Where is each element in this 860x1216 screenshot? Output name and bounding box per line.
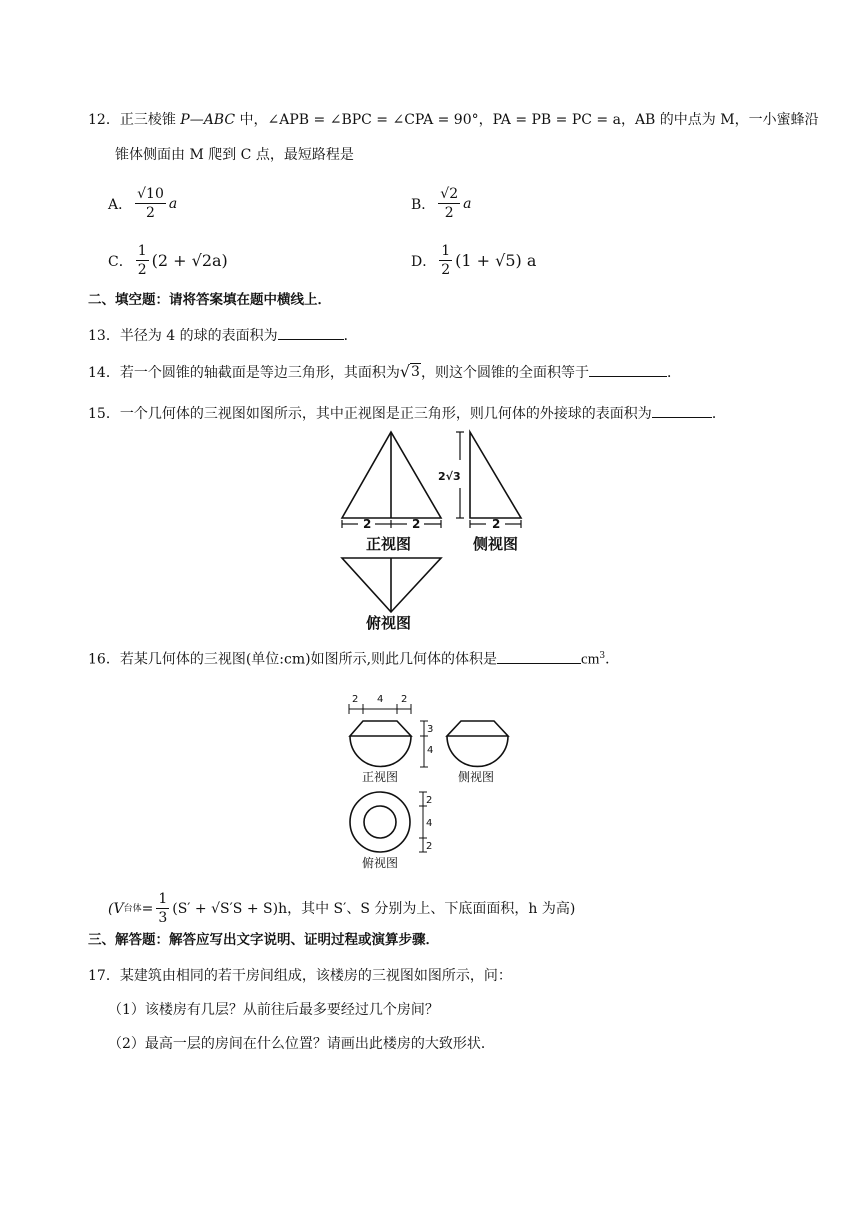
figure-15-three-views xyxy=(330,428,530,633)
figure-16-three-views xyxy=(340,690,525,870)
side-view-label: 侧视图 xyxy=(458,770,495,784)
answer-blank xyxy=(589,362,667,377)
front-view-hemisphere xyxy=(350,736,411,766)
q13: 13．半径为 4 的球的表面积为 ． xyxy=(88,325,358,346)
side-view-hemisphere xyxy=(447,736,508,766)
fraction: $\frac{√10}{2}$ xyxy=(137,186,164,221)
option-a: A． $\frac{√10}{2}$ a xyxy=(108,186,178,221)
sqrt-expression: √ 3 xyxy=(399,362,420,381)
top-view-inner-circle xyxy=(364,806,396,838)
dimension-label: 4 xyxy=(377,694,384,705)
q15: 15．一个几何体的三视图如图所示，其中正视图是正三角形，则几何体的外接球的表面积为 ． xyxy=(88,403,726,424)
section-heading-answer: 三、解答题：解答应写出文字说明、证明过程或演算步骤． xyxy=(88,932,439,948)
frustum-volume-formula: (V 台体 = $\frac{1}{3}$ (S′ + √S′S + S)h，其中 S′、S 分别为上、下底面面积，h 为高) xyxy=(108,891,576,926)
front-view-label: 正视图 xyxy=(362,770,399,784)
q12-line2: 锥体侧面由 M 爬到 C 点，最短路程是 xyxy=(115,147,354,163)
pyramid-name: P—ABC xyxy=(180,112,236,128)
top-view-label: 俯视图 xyxy=(366,614,412,632)
fraction: $\frac{1}{2}$ xyxy=(441,243,451,278)
dimension-label: 2 xyxy=(492,517,501,531)
side-view-frustum xyxy=(447,721,508,736)
top-view-outer-circle xyxy=(350,792,410,852)
option-b: B． $\frac{√2}{2}$ a xyxy=(411,186,472,221)
dimension-label: 4 xyxy=(426,818,433,829)
q17: 17．某建筑由相同的若干房间组成，该楼房的三视图如图所示，问： xyxy=(88,968,512,984)
unit: cm xyxy=(581,651,600,668)
q17-part-2: （2）最高一层的房间在什么位置？请画出此楼房的大致形状． xyxy=(108,1036,495,1052)
height-label: 2√3 xyxy=(438,470,461,483)
dimension-label: 2 xyxy=(401,694,408,705)
side-view-triangle xyxy=(470,432,521,518)
q14: 14．若一个圆锥的轴截面是等边三角形，其面积为 √ 3 ，则这个圆锥的全面积等于 ． xyxy=(88,362,681,381)
q16: 16．若某几何体的三视图(单位:cm)如图所示,则此几何体的体积是 $cm^3$． xyxy=(88,646,619,670)
q17-part-1: （1）该楼房有几层？从前往后最多要经过几个房间？ xyxy=(108,1002,439,1018)
section-heading-fill-blank: 二、填空题：请将答案填在题中横线上． xyxy=(88,292,331,308)
q12-number: 12． xyxy=(88,112,120,128)
dimension-label: 2 xyxy=(352,694,359,705)
fraction: $\frac{1}{3}$ xyxy=(158,891,168,926)
answer-blank xyxy=(652,403,712,418)
answer-blank xyxy=(497,649,581,664)
dimension-label: 2 xyxy=(363,517,372,531)
q12-line1: 12．正三棱锥 P—ABC 中，∠APB = ∠BPC = ∠CPA = 90°，PA = PB = PC = a，AB 的中点为 M，一小蜜蜂沿 xyxy=(88,112,819,128)
front-view-label: 正视图 xyxy=(366,535,412,553)
answer-blank xyxy=(278,325,344,340)
dimension-label: 3 xyxy=(427,724,434,735)
option-c: C． $\frac{1}{2}$ (2 + √2a) xyxy=(108,243,228,278)
fraction: $\frac{1}{2}$ xyxy=(137,243,147,278)
dimension-label: 2 xyxy=(426,841,433,852)
dimension-label: 2 xyxy=(426,795,433,806)
front-view-frustum xyxy=(350,721,411,736)
top-view-label: 俯视图 xyxy=(362,856,399,870)
side-view-label: 侧视图 xyxy=(473,535,519,553)
fraction: $\frac{√2}{2}$ xyxy=(440,186,459,221)
dimension-label: 4 xyxy=(427,745,434,756)
dimension-label: 2 xyxy=(412,517,421,531)
option-d: D． $\frac{1}{2}$ (1 + √5) a xyxy=(411,243,537,278)
